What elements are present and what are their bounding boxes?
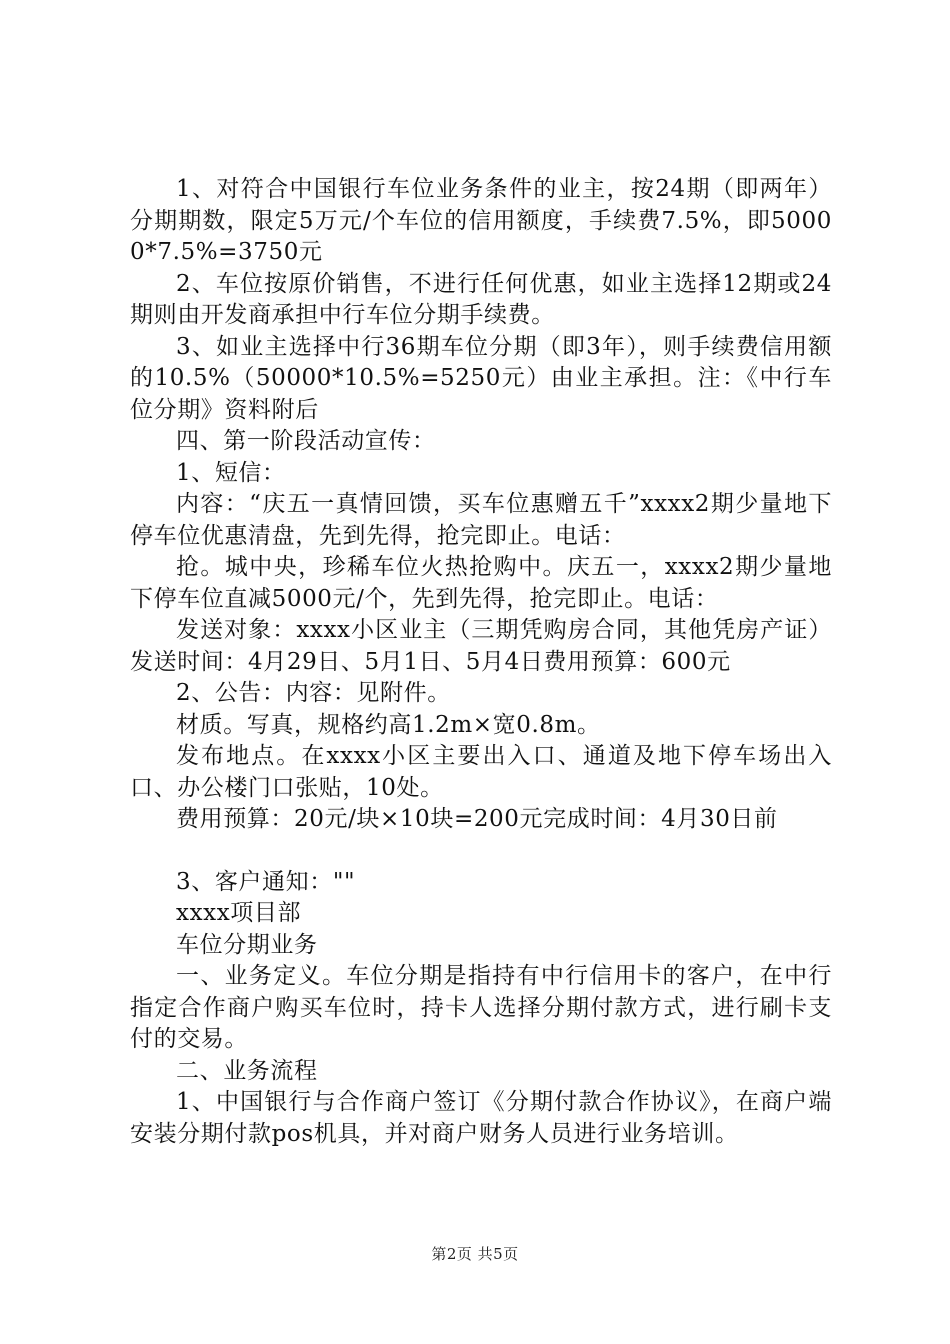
paragraph-process-step-1: 1、中国银行与合作商户签订《分期付款合作协议》，在商户端安装分期付款pos机具，并对商户财务人员进行业务培训。 <box>130 1089 832 1147</box>
subheading-notice: 2、公告：内容：见附件。 <box>176 680 451 706</box>
section-heading-promotion: 四、第一阶段活动宣传： <box>176 428 436 454</box>
paragraph-sms-content-2: 抢。城中央，珍稀车位火热抢购中。庆五一，xxxx2期少量地下停车位直减5000元/个，先到先得，抢完即止。电话： <box>130 554 832 612</box>
paragraph-gap <box>130 836 832 867</box>
subheading-sms: 1、短信： <box>176 459 286 486</box>
paragraph-project-department: xxxx项目部 <box>176 900 302 926</box>
document-body <box>130 174 832 1150</box>
paragraph-business-definition: 一、业务定义。车位分期是指持有中行信用卡的客户，在中行指定合作商户购买车位时，持卡人选择分期付款方式，进行刷卡支付的交易。 <box>130 963 832 1052</box>
subheading-customer-notice: 3、客户通知："" <box>176 868 356 895</box>
paragraph-sms-target: 发送对象：xxxx小区业主（三期凭购房合同，其他凭房产证）发送时间：4月29日、5月1日、5月4日费用预算：600元 <box>130 617 832 675</box>
paragraph-fee-24-installments: 1、对符合中国银行车位业务条件的业主，按24期（即两年）分期期数，限定5万元/个车位的信用额度，手续费7.5%，即50000*7.5%=3750元 <box>130 176 832 265</box>
paragraph-notice-location: 发布地点。在xxxx小区主要出入口、通道及地下停车场出入口、办公楼门口张贴，10处。 <box>130 743 832 801</box>
paragraph-fee-36-installments: 3、如业主选择中行36期车位分期（即3年），则手续费信用额的10.5%（50000*10.5%=5250元）由业主承担。注：《中行车位分期》资料附后 <box>130 333 832 423</box>
heading-parking-installment-business: 车位分期业务 <box>176 931 318 958</box>
page-number-footer: 第2页 共5页 <box>431 1245 519 1263</box>
paragraph-notice-material: 材质。写真，规格约高1.2m×宽0.8m。 <box>176 711 601 738</box>
paragraph-notice-budget: 费用预算：20元/块×10块=200元完成时间：4月30日前 <box>176 806 778 832</box>
paragraph-original-price: 2、车位按原价销售，不进行任何优惠，如业主选择12期或24期则由开发商承担中行车位分期手续费。 <box>130 270 832 328</box>
paragraph-sms-content-1: 内容：“庆五一真情回馈，买车位惠赠五千”xxxx2期少量地下停车位优惠清盘，先到先得，抢完即止。电话： <box>130 491 832 549</box>
heading-business-process: 二、业务流程 <box>176 1057 318 1084</box>
